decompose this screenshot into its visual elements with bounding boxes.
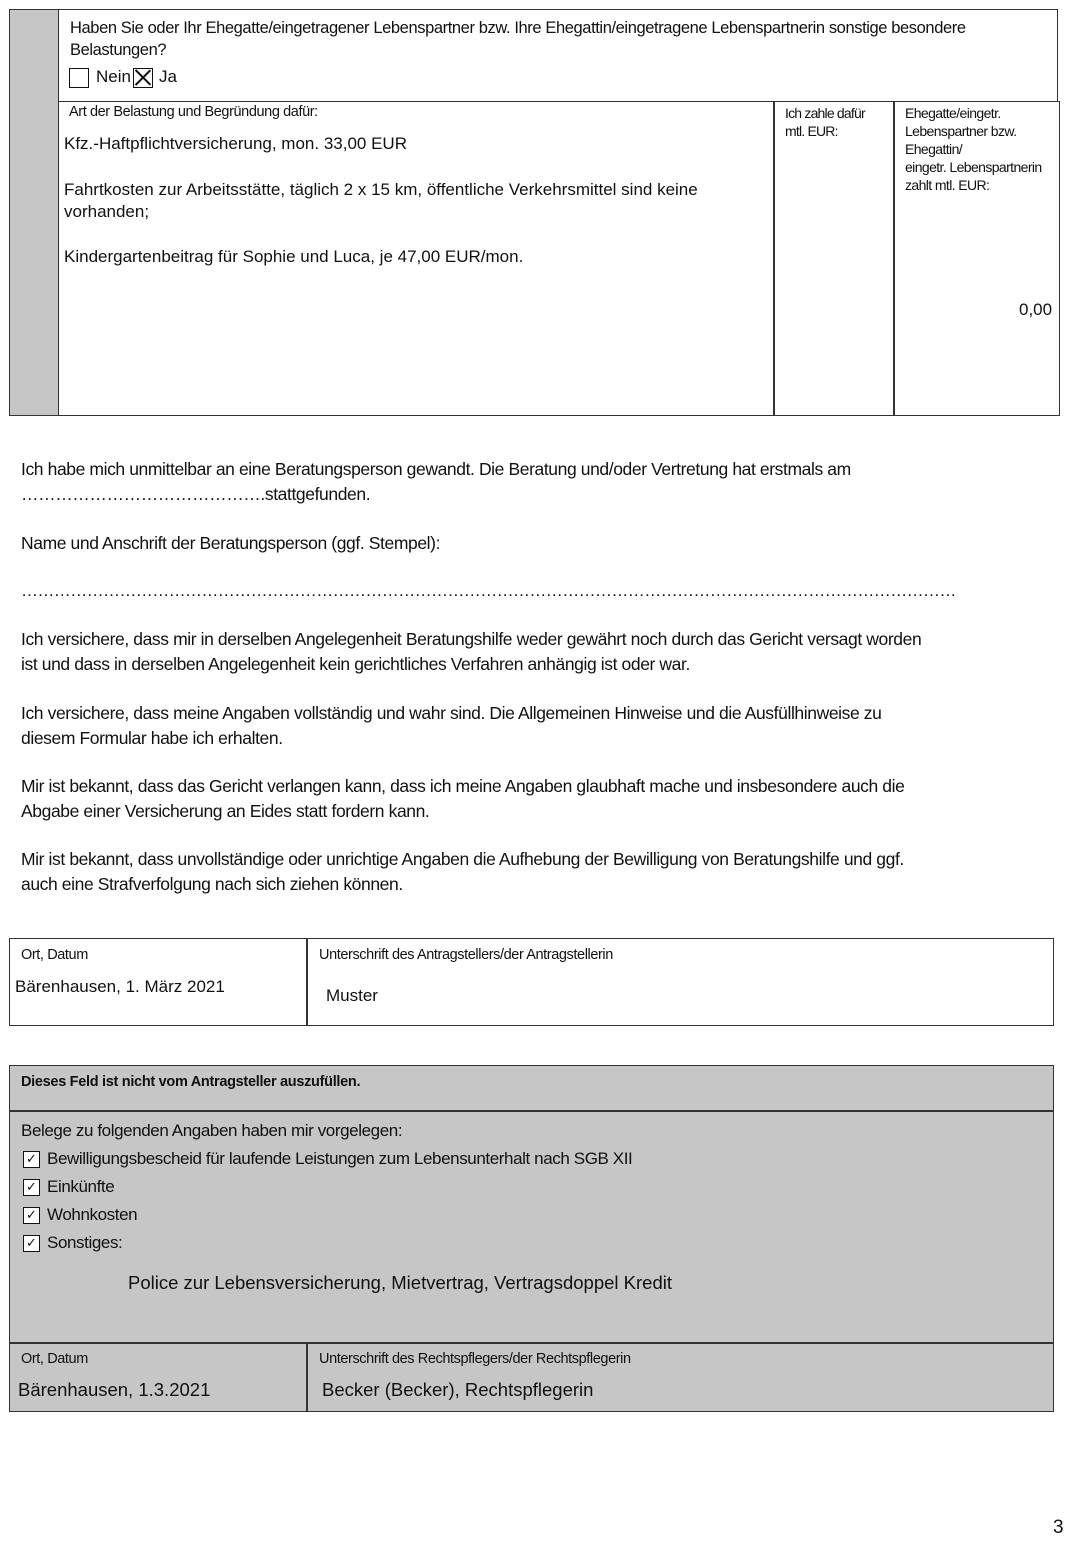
item-einkuenfte: Einkünfte — [47, 1177, 115, 1196]
belege-intro: Belege zu folgenden Angaben haben mir vorgelegen: — [21, 1121, 403, 1140]
partner-amount: 0,00 — [1019, 300, 1053, 319]
item-sonstiges: Sonstiges: — [47, 1233, 123, 1252]
col-ich-header: Ich zahle dafür mtl. EUR: — [785, 105, 865, 139]
col-art-header: Art der Belastung und Begründung dafür: — [69, 104, 318, 120]
versicherung-paragraph-2: Ich versichere, dass meine Angaben vollständig und wahr sind. Die Allgemeinen Hinweise und die Ausfüllhinweise zu diesem Formular habe ich erhalten. — [21, 703, 882, 748]
official-unterschrift-label: Unterschrift des Rechtspflegers/der Rechtspflegerin — [319, 1351, 631, 1367]
entry-kfz: Kfz.-Haftpflichtversicherung, mon. 33,00 EUR — [64, 134, 407, 153]
item-wohnkosten: Wohnkosten — [47, 1205, 138, 1224]
checkbox-nein[interactable] — [69, 68, 89, 88]
column-divider — [773, 101, 775, 416]
entry-kindergarten: Kindergartenbeitrag für Sophie und Luca, je 47,00 EUR/mon. — [64, 247, 524, 266]
dotted-line: ……………………………………………………………………………………………………………………………………………………… — [21, 581, 956, 600]
checkbox-wohnkosten[interactable]: ✓ — [23, 1207, 40, 1224]
option-ja-label: Ja — [159, 67, 177, 86]
official-header-divider — [9, 1110, 1054, 1112]
bekannt-paragraph-1: Mir ist bekannt, dass das Gericht verlangen kann, dass ich meine Angaben glaubhaft mache und insbesondere auch die Abgabe einer Versicherung an Eides statt fordern kann. — [21, 776, 905, 821]
column-divider — [306, 938, 308, 1026]
versicherung-paragraph-1: Ich versichere, dass mir in derselben Angelegenheit Beratungshilfe weder gewährt noch durch das Gericht versagt worden ist und dass in derselben Angelegenheit kein gerichtliches Verfahren anhängig ist oder war. — [21, 629, 922, 674]
bekannt-paragraph-2: Mir ist bekannt, dass unvollständige oder unrichtige Angaben die Aufhebung der Bewilligung von Beratungshilfe und ggf. auch eine Strafverfolgung nach sich ziehen können. — [21, 849, 904, 894]
checkbox-bewilligungsbescheid[interactable]: ✓ — [23, 1151, 40, 1168]
sonstiges-value[interactable]: Police zur Lebensversicherung, Mietvertrag, Vertragsdoppel Kredit — [128, 1272, 672, 1293]
side-gray-bar — [9, 9, 60, 416]
question-text: Haben Sie oder Ihr Ehegatte/eingetragener Lebenspartner bzw. Ihre Ehegattin/eingetragene Lebenspartnerin sonstige besondere Belastungen? — [70, 19, 966, 59]
page-number: 3 — [1053, 1517, 1064, 1538]
official-header: Dieses Feld ist nicht vom Antragsteller auszufüllen. — [21, 1074, 361, 1090]
unterschrift-value[interactable]: Muster — [326, 986, 378, 1005]
col-partner-header: Ehegatte/eingetr. Lebenspartner bzw. Ehegattin/ eingetr. Lebenspartnerin zahlt mtl. EUR: — [905, 105, 1042, 193]
unterschrift-label: Unterschrift des Antragstellers/der Antragstellerin — [319, 947, 613, 963]
checkbox-sonstiges[interactable]: ✓ — [23, 1235, 40, 1252]
checkbox-einkuenfte[interactable]: ✓ — [23, 1179, 40, 1196]
beratung-paragraph: Ich habe mich unmittelbar an eine Beratungsperson gewandt. Die Beratung und/oder Vertretung hat erstmals am …………………………………….stattgefunden. — [21, 459, 851, 504]
column-divider — [893, 101, 895, 416]
item-bewilligungsbescheid: Bewilligungsbescheid für laufende Leistungen zum Lebensunterhalt nach SGB XII — [47, 1149, 633, 1168]
column-divider — [306, 1342, 308, 1412]
official-unterschrift-value[interactable]: Becker (Becker), Rechtspflegerin — [322, 1379, 594, 1400]
ort-datum-value[interactable]: Bärenhausen, 1. März 2021 — [15, 977, 225, 996]
checkbox-ja[interactable] — [133, 68, 153, 88]
entry-fahrtkosten: Fahrtkosten zur Arbeitsstätte, täglich 2 x 15 km, öffentliche Verkehrsmittel sind keine vorhanden; — [64, 180, 698, 221]
ort-datum-label: Ort, Datum — [21, 947, 88, 963]
name-anschrift-label: Name und Anschrift der Beratungsperson (ggf. Stempel): — [21, 533, 441, 553]
official-ort-datum-value[interactable]: Bärenhausen, 1.3.2021 — [18, 1379, 211, 1400]
official-signature-divider — [9, 1342, 1054, 1344]
option-nein-label: Nein — [96, 67, 131, 86]
official-ort-datum-label: Ort, Datum — [21, 1351, 88, 1367]
